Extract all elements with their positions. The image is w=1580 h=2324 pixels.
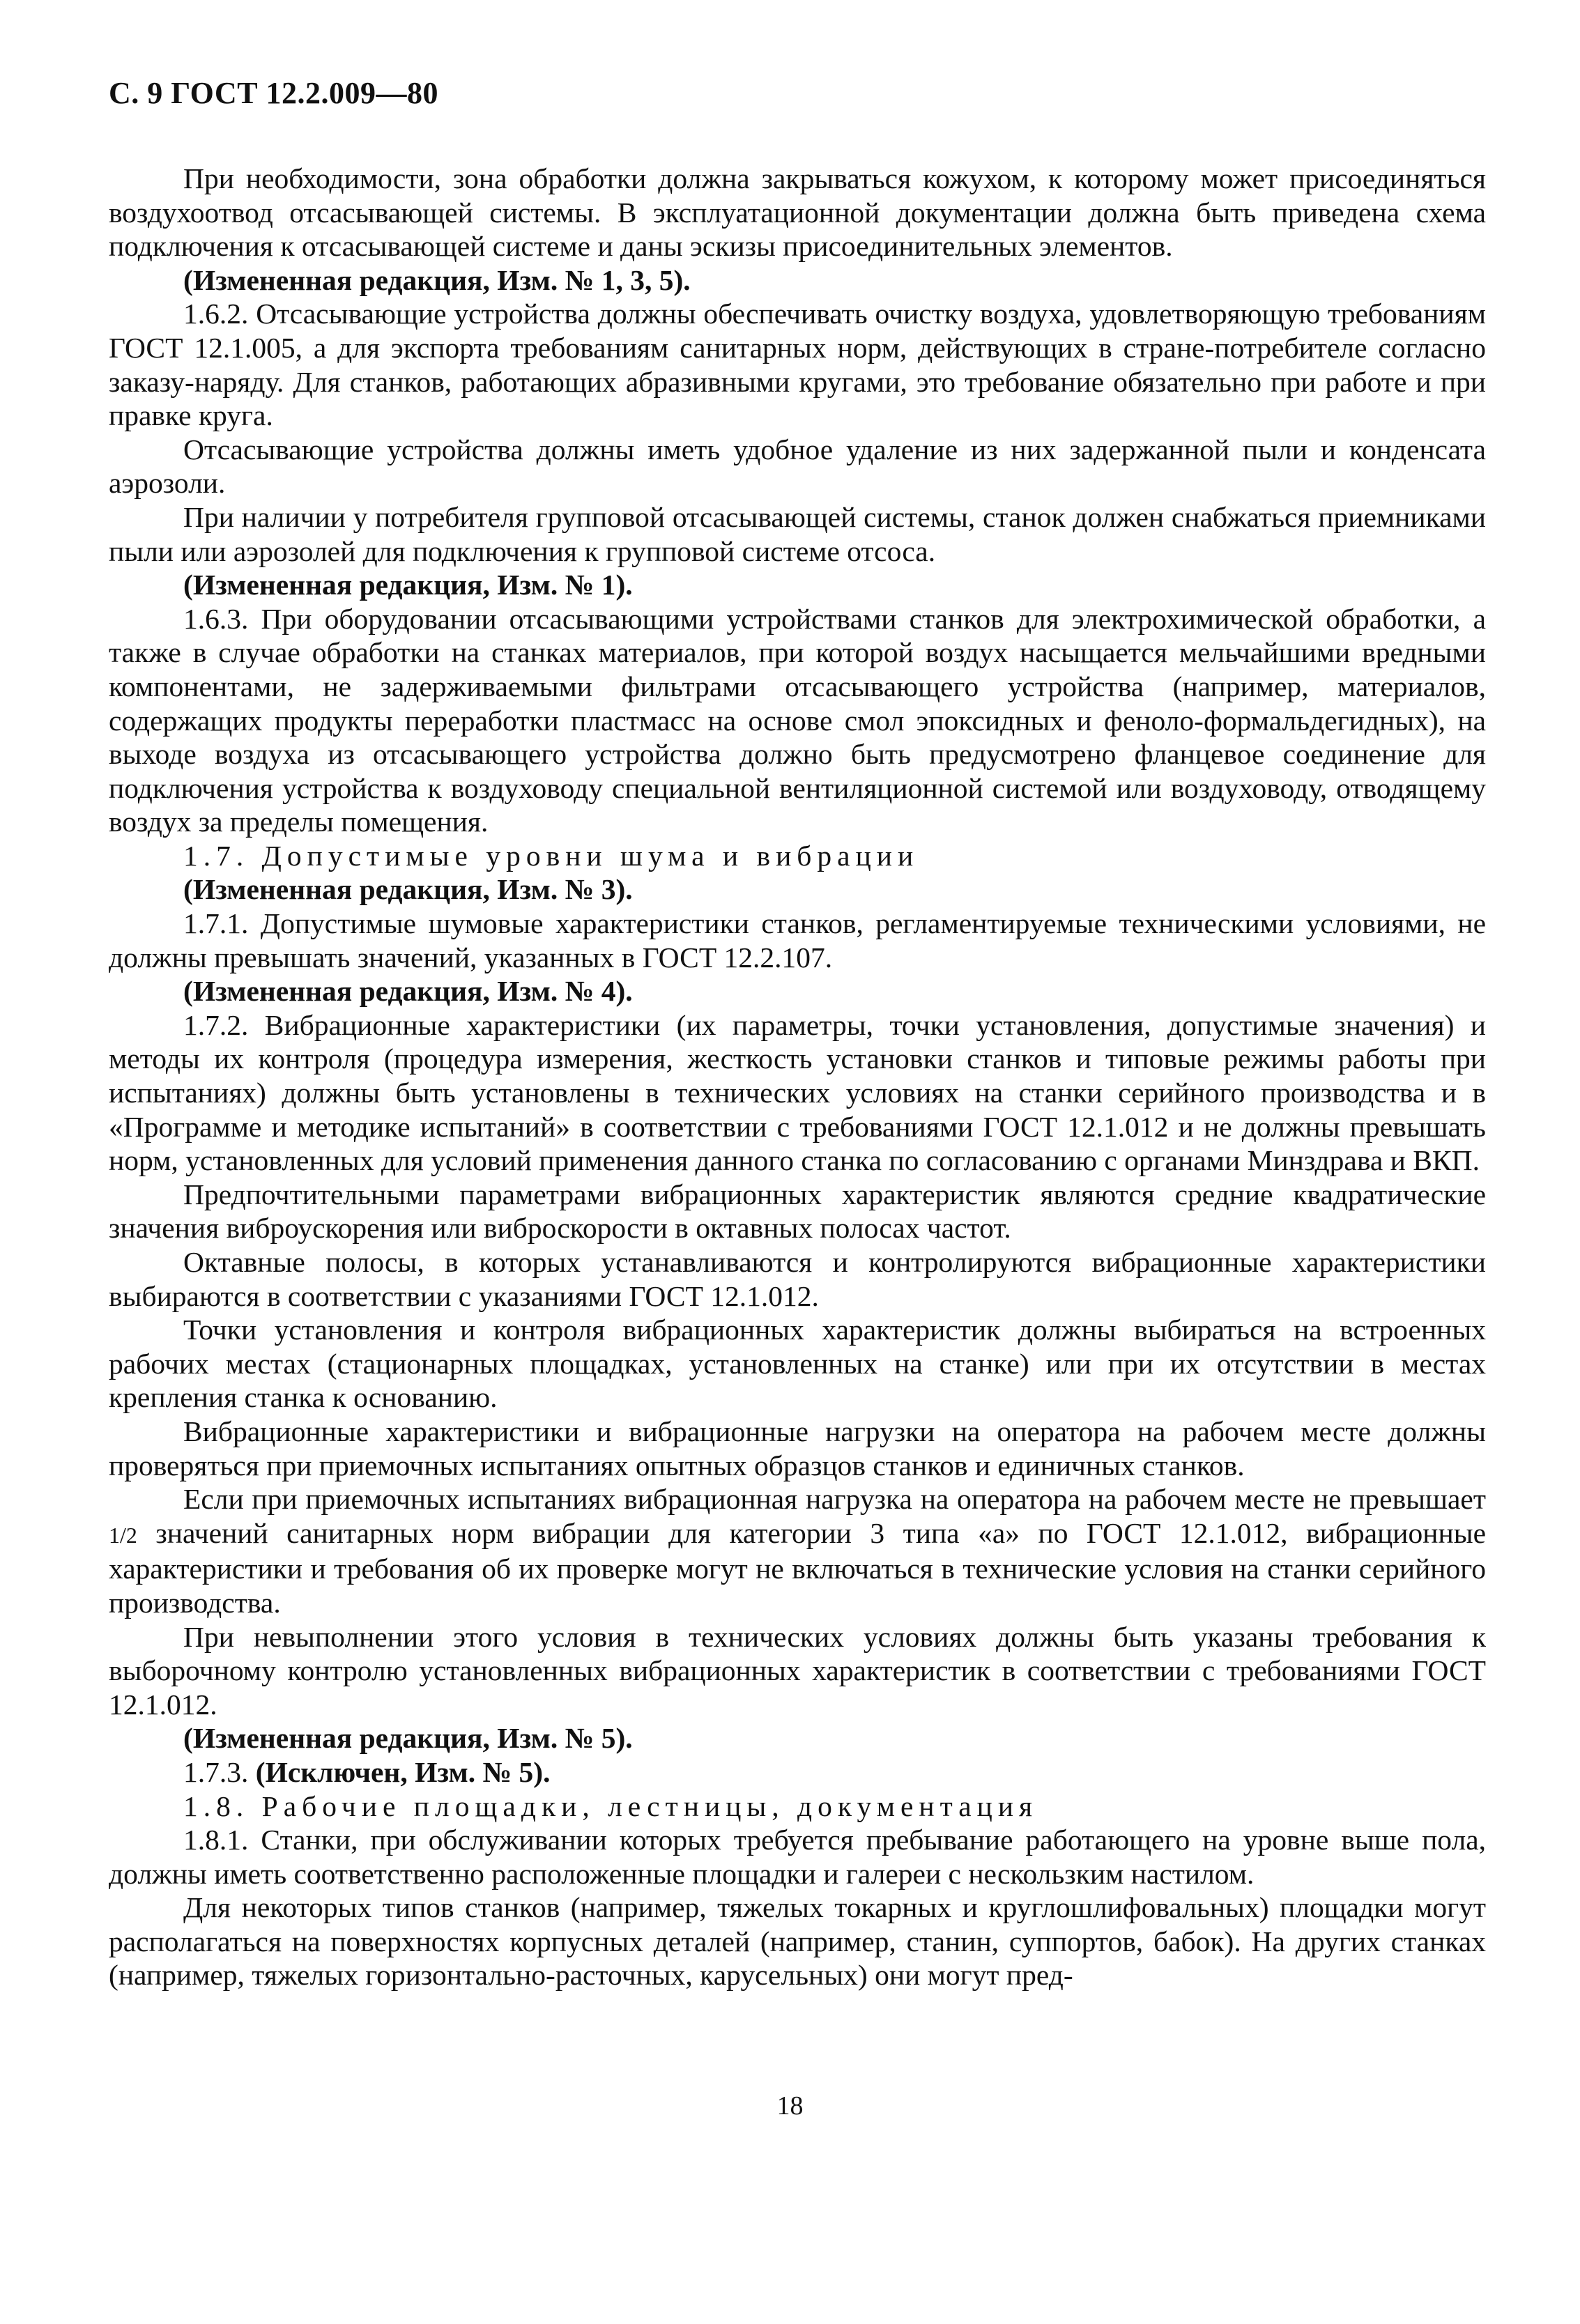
excluded-note: (Исключен, Изм. № 5). xyxy=(255,1755,551,1788)
paragraph: Вибрационные характеристики и вибрационные нагрузки на оператора на рабочем месте должны проверяться при приемочных испытаниях опытных образцов станков и единичных станков. xyxy=(109,1415,1486,1482)
paragraph: При невыполнении этого условия в технических условиях должны быть указаны требования к выборочному контролю установленных вибрационных характеристик в соответствии с требованиями ГОСТ 12.1.012. xyxy=(109,1620,1486,1721)
amendment-note: (Измененная редакция, Изм. № 4). xyxy=(183,975,633,1008)
paragraph: 1.7.1. Допустимые шумовые характеристики станков, регламентируемые техническими условиями, не должны превышать значений, указанных в ГОСТ 12.2.107. xyxy=(109,907,1486,974)
amendment-note: (Измененная редакция, Изм. № 5). xyxy=(183,1722,633,1755)
amendment-note: (Измененная редакция, Изм. № 3). xyxy=(183,873,633,906)
paragraph: Отсасывающие устройства должны иметь удобное удаление из них задержанной пыли и конденсата аэрозоли. xyxy=(109,433,1486,500)
text-fragment: значений санитарных норм вибрации для категории 3 типа «а» по ГОСТ 12.1.012, вибрационные характеристики и требования об их проверке могут не включаться в технические условия на станки серийного производства. xyxy=(109,1516,1486,1619)
section-heading: 1.8. Рабочие площадки, лестницы, документация xyxy=(183,1790,1038,1822)
text-fragment: Если при приемочных испытаниях вибрационная нагрузка на оператора на рабочем месте не превышает xyxy=(183,1483,1486,1516)
paragraph-with-fraction xyxy=(109,1482,1486,1619)
amendment-note: (Измененная редакция, Изм. № 1). xyxy=(183,569,633,601)
paragraph: 1.8.1. Станки, при обслуживании которых требуется пребывание работающего на уровне выше пола, должны иметь соответственно расположенные площадки и галереи с нескользким настилом. xyxy=(109,1824,1486,1890)
paragraph xyxy=(109,1755,1486,1790)
paragraph: Точки установления и контроля вибрационных характеристик должны выбираться на встроенных рабочих местах (стационарных площадках, установленных на станке) или при их отсутствии в местах крепления станка к основанию. xyxy=(109,1314,1486,1414)
document-body xyxy=(109,162,1486,1992)
page-header: С. 9 ГОСТ 12.2.009—80 xyxy=(109,76,439,110)
paragraph: При наличии у потребителя групповой отсасывающей системы, станок должен снабжаться приемниками пыли или аэрозолей для подключения к групповой системе отсоса. xyxy=(109,500,1486,567)
paragraph: Предпочтительными параметрами вибрационных характеристик являются средние квадратические значения виброускорения или виброскорости в октавных полосах частот. xyxy=(109,1178,1486,1245)
section-heading: 1.7. Допустимые уровни шума и вибрации xyxy=(183,839,919,872)
paragraph: Октавные полосы, в которых устанавливаются и контролируются вибрационные характеристики выбираются в соответствии с указаниями ГОСТ 12.1.012. xyxy=(109,1246,1486,1312)
paragraph: При необходимости, зона обработки должна закрываться кожухом, к которому может присоединяться воздухоотвод отсасывающей системы. В эксплуатационной документации должна быть приведена схема подключения к отсасывающей системе и даны эскизы присоединительных элементов. xyxy=(109,162,1486,263)
clause-number: 1.7.3. xyxy=(183,1755,256,1788)
paragraph: Для некоторых типов станков (например, тяжелых токарных и круглошлифовальных) площадки могут располагаться на поверхностях корпусных деталей (например, станин, суппортов, бабок). На других станках (например, тяжелых горизонтально-расточных, карусельных) они могут пред- xyxy=(109,1891,1486,1992)
paragraph: 1.6.3. При оборудовании отсасывающими устройствами станков для электрохимической обработки, а также в случае обработки на станках материалов, при которой воздух насыщается мельчайшими вредными компонентами, не задерживаемыми фильтрами отсасывающего устройства (например, материалов, содержащих продукты переработки пластмасс на основе смол эпоксидных и феноло-формальдегидных), на выходе воздуха из отсасывающего устройства должно быть предусмотрено фланцевое соединение для подключения устройства к воздуховоду специальной вентиляционной системой или воздуховоду, отводящему воздух за пределы помещения. xyxy=(109,602,1486,838)
fraction: 1/2 xyxy=(109,1522,137,1548)
paragraph: 1.6.2. Отсасывающие устройства должны обеспечивать очистку воздуха, удовлетворяющую требованиям ГОСТ 12.1.005, а для экспорта требованиям санитарных норм, действующих в стране-потребителе согласно заказу-наряду. Для станков, работающих абразивными кругами, это требование обязательно при работе и при правке круга. xyxy=(109,298,1486,432)
page-number: 18 xyxy=(776,2091,804,2121)
amendment-note: (Измененная редакция, Изм. № 1, 3, 5). xyxy=(183,263,691,296)
paragraph: 1.7.2. Вибрационные характеристики (их параметры, точки установления, допустимые значения) и методы их контроля (процедура измерения, жесткость установки станков и типовые режимы работы при испытаниях) должны быть установлены в технических условиях на станки серийного производства и в «Программе и методике испытаний» в соответствии с требованиями ГОСТ 12.1.012 и не должны превышать норм, установленных для условий применения данного станка по согласованию с органами Минздрава и ВКП. xyxy=(109,1008,1486,1177)
